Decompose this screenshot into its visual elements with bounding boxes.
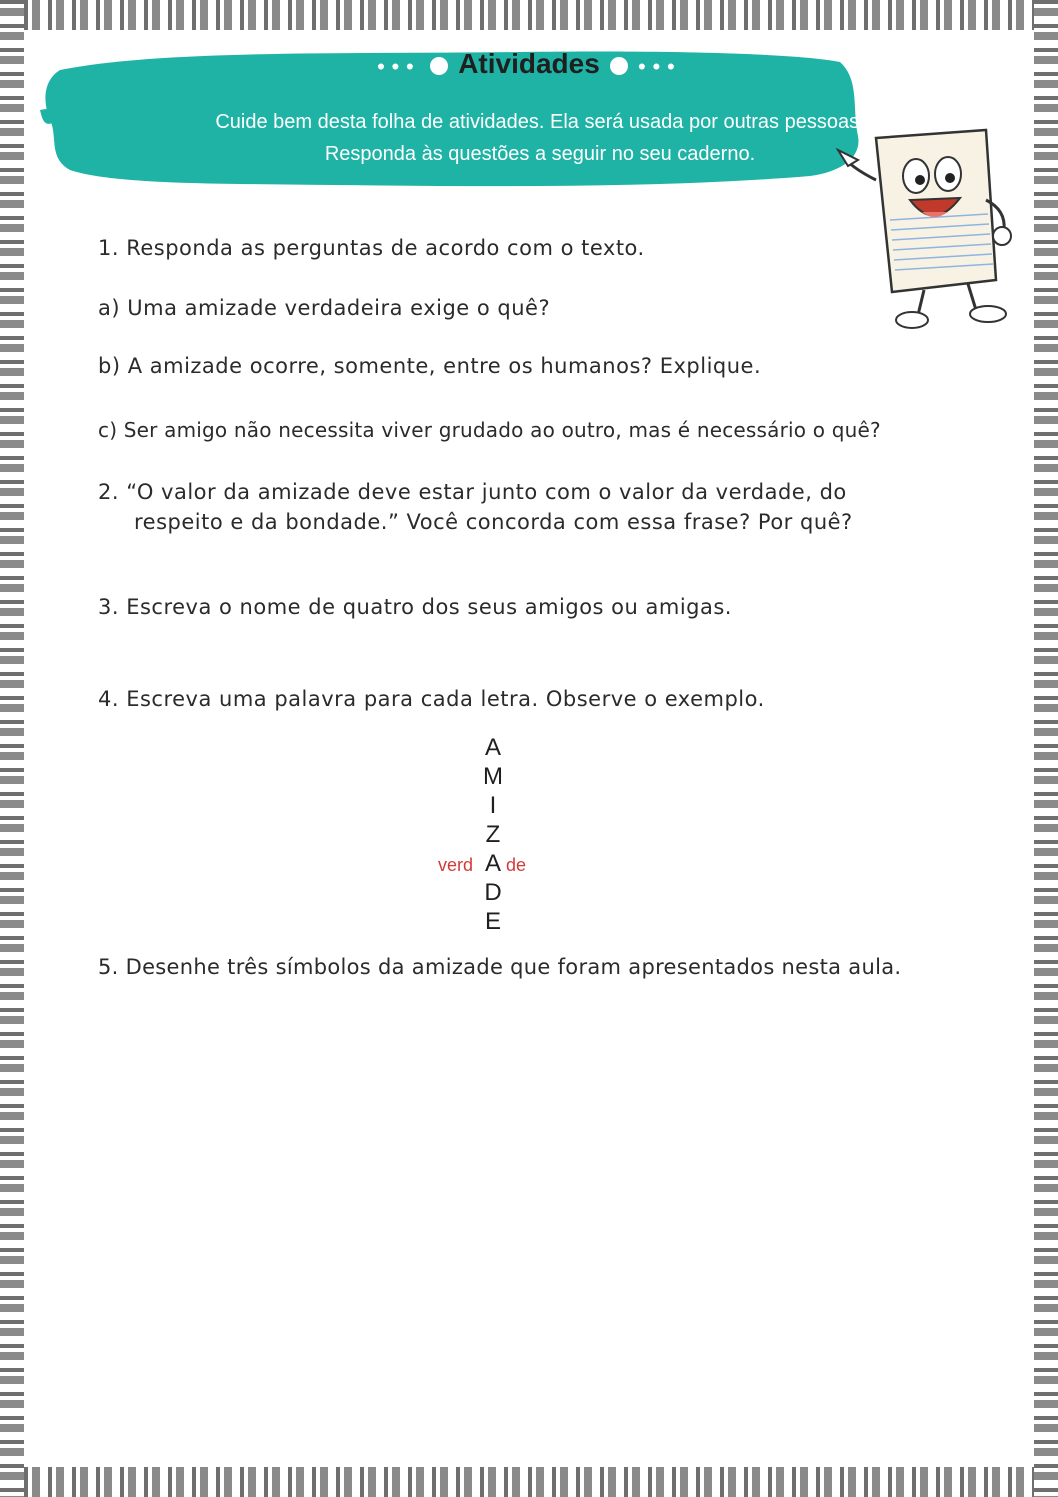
question-4: 4. Escreva uma palavra para cada letra. Observe o exemplo. [98, 687, 765, 711]
title-text: Atividades [458, 48, 600, 79]
paper-mascot-illustration [836, 120, 1026, 340]
question-2-line-2: respeito e da bondade.” Você concorda com essa frase? Por quê? [134, 510, 853, 534]
acrostic-letter-e: E [484, 908, 501, 935]
acrostic-letter-z: Z [485, 821, 501, 848]
decorative-border-bottom [0, 1467, 1058, 1497]
dots-decoration-right: ●●● [637, 57, 682, 74]
question-1b: b) A amizade ocorre, somente, entre os humanos? Explique. [98, 354, 762, 378]
question-1c: c) Ser amigo não necessita viver grudado ao outro, mas é necessário o quê? [98, 418, 881, 442]
acrostic-letter-i: I [489, 792, 497, 819]
example-word-suffix: de [506, 855, 527, 875]
dots-decoration-left: ●●● [376, 57, 421, 74]
question-1a: a) Uma amizade verdadeira exige o quê? [98, 296, 551, 320]
instructions [150, 106, 930, 170]
decorative-border-left [0, 0, 24, 1497]
example-word-prefix: verd [438, 855, 474, 875]
acrostic-letter-a1: A [484, 734, 501, 761]
acrostic-letter-a2: A [484, 850, 501, 877]
question-5: 5. Desenhe três símbolos da amizade que foram apresentados nesta aula. [98, 955, 902, 979]
question-2-line-1: 2. “O valor da amizade deve estar junto com o valor da verdade, do [98, 480, 847, 504]
acrostic-letter-m: M [483, 763, 503, 790]
page-title [0, 48, 1058, 80]
instructions-line-2: Responda às questões a seguir no seu caderno. [324, 143, 756, 165]
question-3: 3. Escreva o nome de quatro dos seus amigos ou amigas. [98, 595, 732, 619]
acrostic-letter-d: D [484, 879, 502, 906]
decorative-border-top [0, 0, 1058, 30]
decorative-border-right [1034, 0, 1058, 1497]
instructions-line-1: Cuide bem desta folha de atividades. Ela será usada por outras pessoas. [215, 111, 865, 133]
question-1: 1. Responda as perguntas de acordo com o texto. [98, 236, 645, 260]
big-dot-right [610, 57, 628, 75]
big-dot-left [430, 57, 448, 75]
